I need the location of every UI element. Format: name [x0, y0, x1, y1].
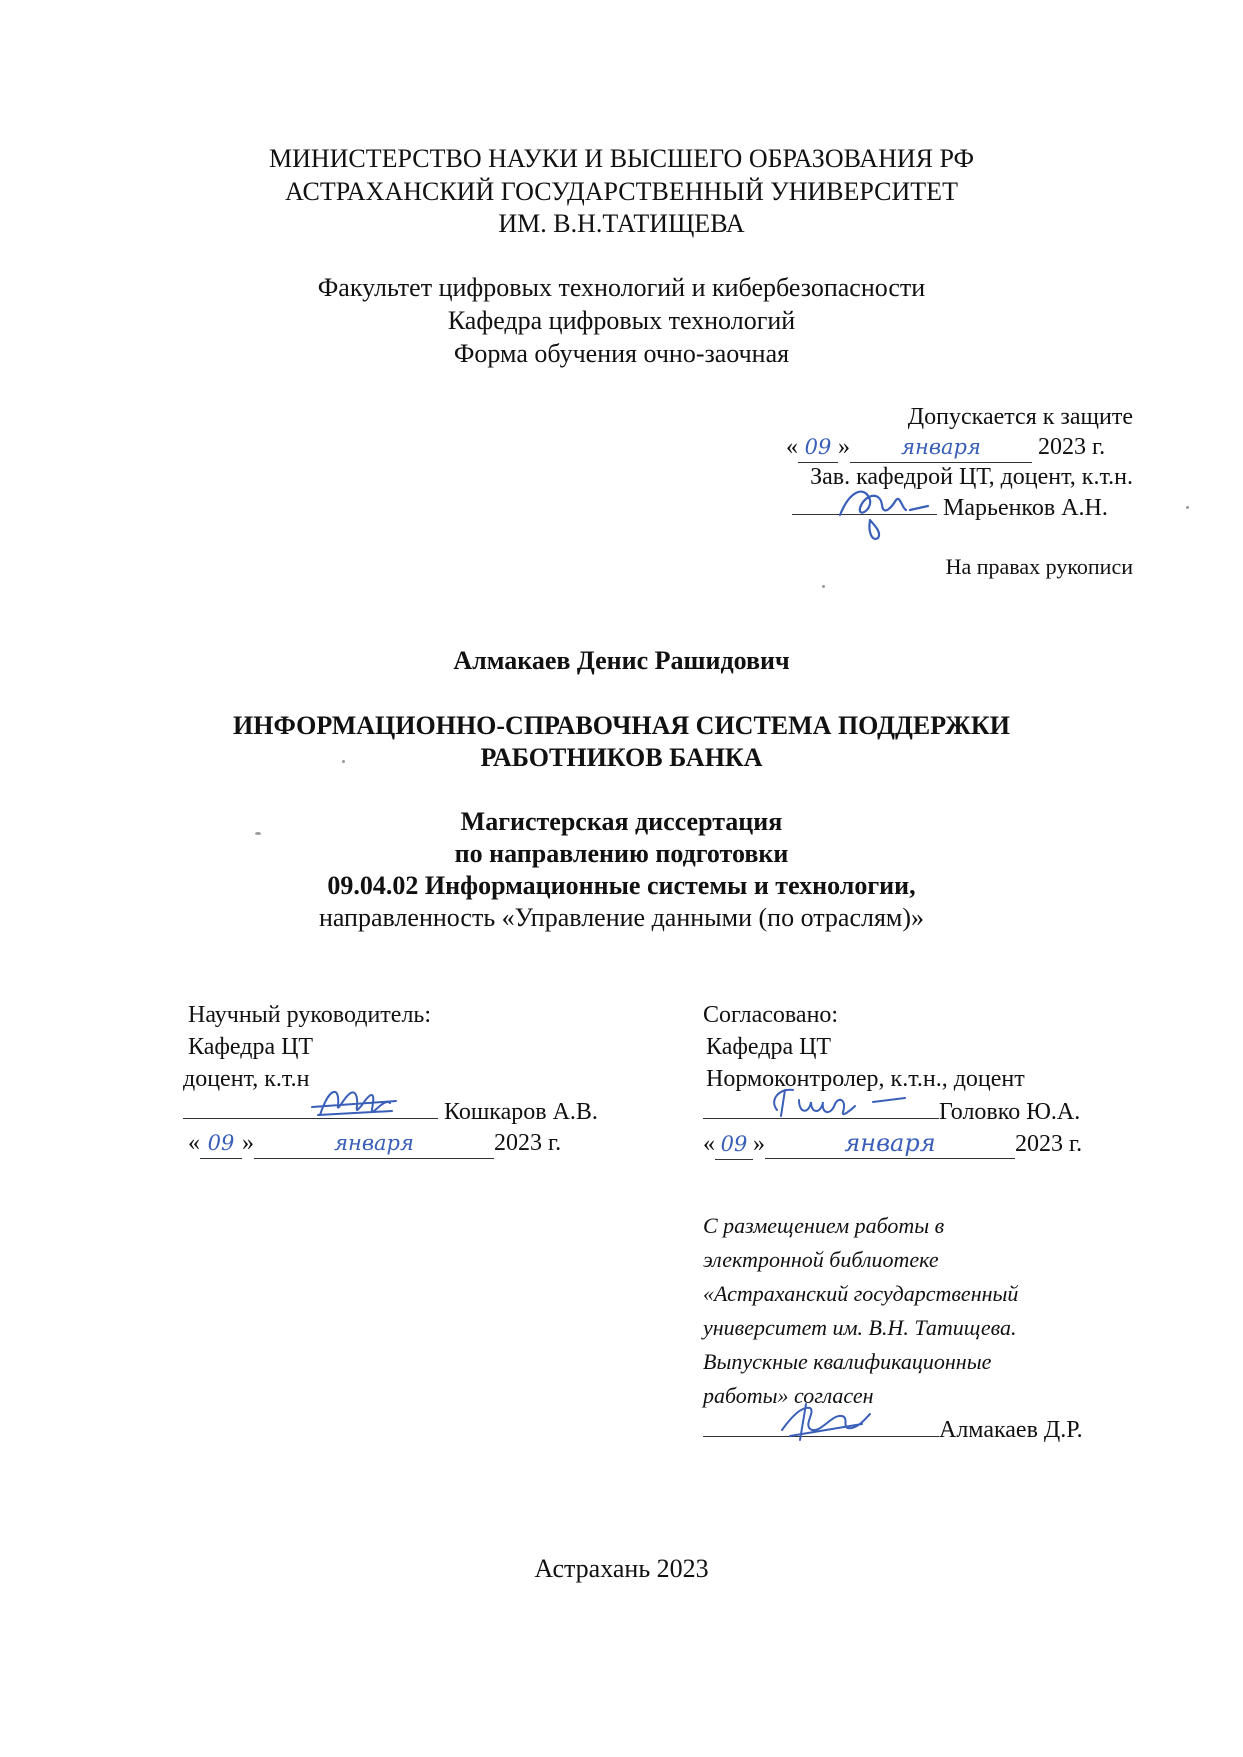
supervisor-date-line [188, 1128, 561, 1159]
agreed-name: Головко Ю.А. [939, 1099, 1081, 1125]
supervisor-month-handwritten: января [254, 1128, 494, 1159]
work-type: Магистерская диссертация [460, 807, 783, 836]
agreed-quote-open: « [703, 1131, 715, 1157]
approval-day-handwritten: 09 [798, 432, 838, 463]
agreed-title: Согласовано: [703, 1002, 839, 1028]
supervisor-day-handwritten: 09 [200, 1128, 242, 1159]
direction: 09.04.02 Информационные системы и технологии, [327, 871, 916, 900]
study-form-line: Форма обучения очно-заочная [453, 339, 790, 368]
supervisor-dept: Кафедра ЦТ [188, 1034, 314, 1060]
approval-year: 2023 г. [1038, 434, 1106, 460]
thesis-title-line-2: РАБОТНИКОВ БАНКА [480, 743, 763, 772]
direction-label: по направлению подготовки [454, 839, 789, 868]
consent-signature-line [703, 1414, 1083, 1445]
ministry-line: МИНИСТЕРСТВО НАУКИ И ВЫСШЕГО ОБРАЗОВАНИЯ РФ [268, 144, 975, 173]
consent-line-2: электронной библиотеке [703, 1247, 939, 1272]
consent-line-3: «Астраханский государственный [703, 1281, 1019, 1306]
approval-date-line [786, 432, 1134, 462]
agreed-month-handwritten: января [765, 1128, 1015, 1159]
agreed-role: Нормоконтролер, к.т.н., доцент [706, 1066, 1025, 1092]
university-line: АСТРАХАНСКИЙ ГОСУДАРСТВЕННЫЙ УНИВЕРСИТЕТ [285, 177, 958, 206]
approval-quote-close: » [838, 434, 850, 460]
consent-line-5: Выпускные квалификационные [703, 1349, 992, 1374]
supervisor-title: Научный руководитель: [188, 1002, 432, 1028]
scan-speck [822, 585, 825, 588]
author-name: Алмакаев Денис Рашидович [453, 646, 790, 675]
university-name-line: ИМ. В.Н.ТАТИЩЕВА [498, 209, 745, 238]
manuscript-note: На правах рукописи [945, 554, 1133, 579]
supervisor-signature-icon [300, 1075, 410, 1130]
faculty-line: Факультет цифровых технологий и кибербезопасности [317, 273, 926, 302]
supervisor-name: Кошкаров А.В. [444, 1099, 598, 1125]
direction-focus: направленность «Управление данными (по отраслям)» [318, 903, 925, 932]
department-line: Кафедра цифровых технологий [447, 306, 796, 335]
approval-quote-open: « [786, 434, 798, 460]
consent-line-4: университет им. В.Н. Татищева. [703, 1315, 1017, 1340]
supervisor-year: 2023 г. [494, 1130, 562, 1156]
agreed-year: 2023 г. [1015, 1131, 1083, 1157]
approval-title: Допускается к защите [907, 404, 1133, 430]
thesis-title-line-1: ИНФОРМАЦИОННО-СПРАВОЧНАЯ СИСТЕМА ПОДДЕРЖКИ [233, 711, 1010, 740]
author-signature-icon [770, 1396, 880, 1446]
normocontroller-signature-icon [755, 1080, 925, 1125]
agreed-dept: Кафедра ЦТ [706, 1034, 832, 1060]
approval-month-handwritten: января [850, 432, 1032, 463]
agreed-quote-close: » [753, 1131, 765, 1157]
agreed-date-line [703, 1128, 1082, 1160]
consent-line-6: работы» согласен [703, 1383, 874, 1408]
supervisor-quote-close: » [242, 1130, 254, 1156]
approval-head-role: Зав. кафедрой ЦТ, доцент, к.т.н. [810, 464, 1133, 490]
scan-speck [342, 760, 345, 763]
city-year: Астрахань 2023 [534, 1554, 709, 1583]
approval-head-name: Марьенков А.Н. [943, 495, 1108, 521]
scan-speck [1186, 506, 1189, 509]
agreed-day-handwritten: 09 [715, 1129, 753, 1160]
scan-speck [255, 832, 261, 835]
consent-name: Алмакаев Д.Р. [939, 1417, 1083, 1443]
supervisor-quote-open: « [188, 1130, 200, 1156]
consent-line-1: С размещением работы в [703, 1213, 945, 1238]
head-signature-icon [810, 470, 950, 550]
supervisor-rank: доцент, к.т.н [183, 1066, 310, 1092]
